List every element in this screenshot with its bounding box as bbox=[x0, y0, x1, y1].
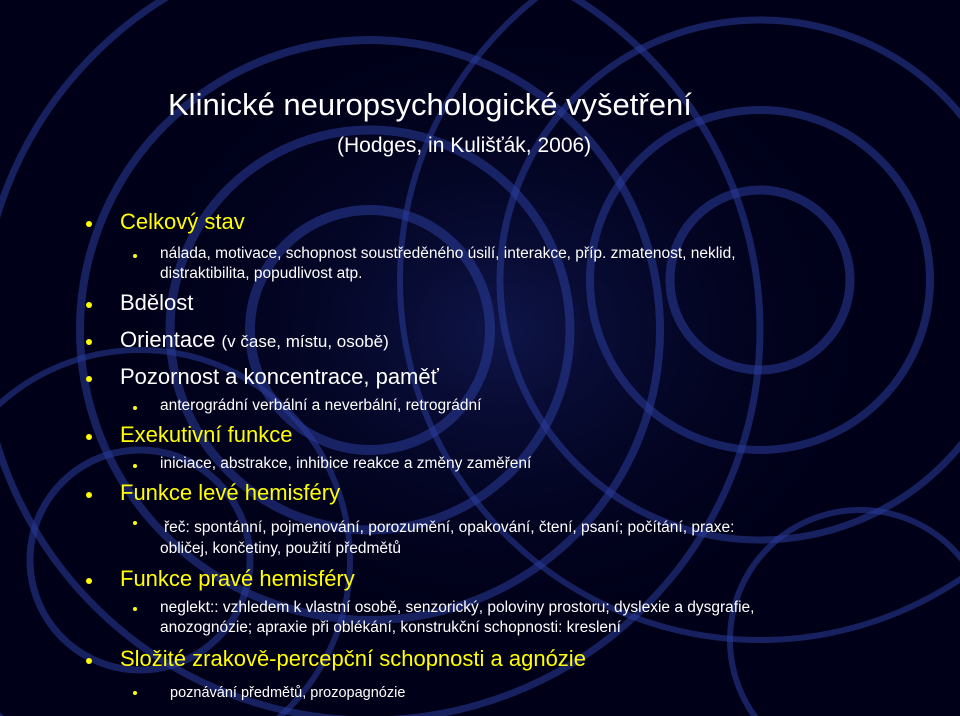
slide-title: Klinické neuropsychologické vyšetření bbox=[168, 87, 692, 122]
item-celkovy-stav: Celkový stav bbox=[120, 209, 245, 234]
bullet-icon bbox=[133, 464, 137, 468]
item-leva-detail-2: obličej, končetiny, použití předmětů bbox=[160, 540, 401, 557]
item-celkovy-stav-detail-2: distraktibilita, popudlivost atp. bbox=[160, 265, 363, 282]
item-orientace bbox=[120, 327, 389, 353]
bullet-icon bbox=[86, 578, 92, 584]
item-slozite-detail: poznávání předmětů, prozopagnózie bbox=[170, 685, 406, 701]
bullet-icon bbox=[86, 221, 92, 227]
item-orientace-note: (v čase, místu, osobě) bbox=[221, 332, 389, 351]
item-prava-hemisfera: Funkce pravé hemisféry bbox=[120, 566, 355, 591]
item-bdelost: Bdělost bbox=[120, 290, 194, 315]
item-pozornost-detail: anterográdní verbální a neverbální, retrográdní bbox=[160, 397, 482, 414]
item-prava-detail-1: neglekt:: vzhledem k vlastní osobě, senzorický, poloviny prostoru; dyslexie a dysgrafie, bbox=[160, 599, 755, 616]
item-celkovy-stav-detail-1: nálada, motivace, schopnost soustředěného úsilí, interakce, příp. zmatenost, neklid, bbox=[160, 245, 736, 262]
slide-subtitle: (Hodges, in Kulišťák, 2006) bbox=[337, 134, 592, 157]
item-leva-detail-1: řeč: spontánní, pojmenování, porozumění, opakování, čtení, psaní; počítání, praxe: bbox=[164, 519, 735, 536]
bullet-icon bbox=[86, 492, 92, 498]
bullet-icon bbox=[133, 521, 137, 525]
item-exekutivni: Exekutivní funkce bbox=[120, 422, 293, 447]
bullet-icon bbox=[86, 434, 92, 440]
bullet-icon bbox=[86, 339, 92, 345]
item-pozornost: Pozornost a koncentrace, paměť bbox=[120, 364, 439, 389]
bullet-icon bbox=[86, 302, 92, 308]
item-exekutivni-detail: iniciace, abstrakce, inhibice reakce a změny zaměření bbox=[160, 455, 532, 472]
bullet-icon bbox=[133, 607, 137, 611]
bullet-icon bbox=[133, 254, 137, 258]
item-prava-detail-2: anozognózie; apraxie při oblékání, konstrukční schopnosti: kreslení bbox=[160, 619, 621, 636]
item-slozite: Složité zrakově-percepční schopnosti a agnózie bbox=[120, 646, 586, 671]
bullet-icon bbox=[133, 691, 137, 695]
bullet-icon bbox=[133, 406, 137, 410]
bullet-icon bbox=[86, 658, 92, 664]
bullet-icon bbox=[86, 376, 92, 382]
item-leva-hemisfera: Funkce levé hemisféry bbox=[120, 480, 341, 505]
item-orientace-label: Orientace bbox=[120, 327, 216, 352]
